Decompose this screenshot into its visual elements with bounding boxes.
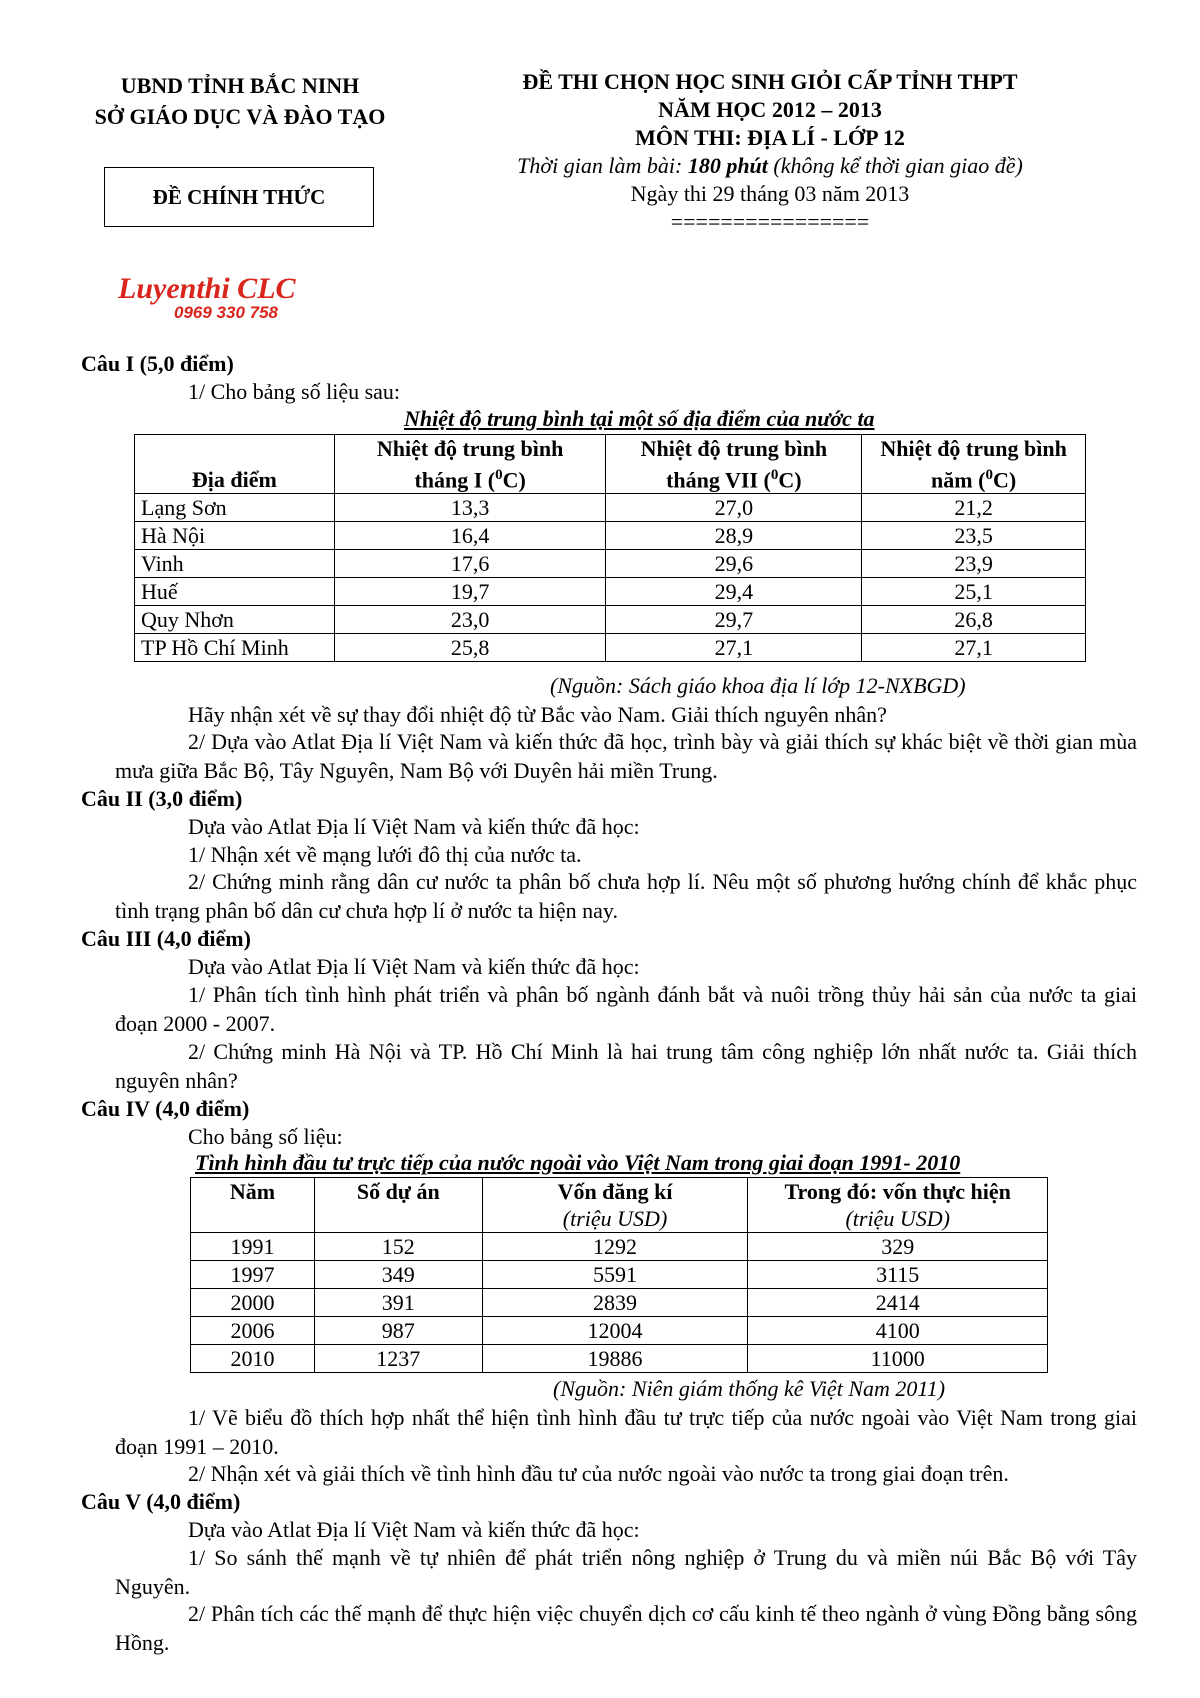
question-3-heading: Câu III (4,0 điểm)	[81, 926, 251, 951]
question-4-task-b: 2/ Nhận xét và giải thích về tình hình đầu tư của nước ngoài vào nước ta trong giai đoạn trên.	[188, 1461, 1009, 1486]
table-row: Huế 19,7 29,4 25,1	[135, 578, 1086, 606]
brand-logo-graphic	[118, 268, 358, 323]
exam-header	[470, 68, 1070, 236]
official-label: ĐỀ CHÍNH THỨC	[152, 184, 326, 209]
org-line-1: UBND TỈNH BẮC NINH	[120, 73, 360, 98]
table-row: 1991 152 1292 329	[191, 1233, 1048, 1261]
col-place: Địa điểm	[135, 435, 335, 494]
question-2-intro: Dựa vào Atlat Địa lí Việt Nam và kiến thức đã học:	[188, 814, 640, 839]
question-3-intro: Dựa vào Atlat Địa lí Việt Nam và kiến thức đã học:	[188, 954, 640, 979]
table-row: TP Hồ Chí Minh 25,8 27,1 27,1	[135, 634, 1086, 662]
exam-subject: MÔN THI: ĐỊA LÍ - LỚP 12	[635, 125, 905, 150]
brand-logo-text: Luyenthi CLC	[118, 272, 296, 305]
question-4-heading: Câu IV (4,0 điểm)	[81, 1096, 250, 1121]
col-implemented: Trong đó: vốn thực hiện (triệu USD)	[748, 1178, 1048, 1233]
exam-date: Ngày thi 29 tháng 03 năm 2013	[630, 181, 910, 206]
table-row: Quy Nhơn 23,0 29,7 26,8	[135, 606, 1086, 634]
temperature-table-header	[135, 435, 1086, 494]
question-3-task-b: 2/ Chứng minh Hà Nội và TP. Hồ Chí Minh là hai trung tâm công nghiệp lớn nhất nước ta. Giải thích nguyên nhân?	[115, 1039, 1137, 1093]
table-row: 2006 987 12004 4100	[191, 1317, 1048, 1345]
question-3-task-a: 1/ Phân tích tình hình phát triển và phân bố ngành đánh bắt và nuôi trồng thủy hải sản của nước ta giai đoạn 2000 - 2007.	[115, 982, 1137, 1036]
question-5-intro: Dựa vào Atlat Địa lí Việt Nam và kiến thức đã học:	[188, 1517, 640, 1542]
col-registered: Vốn đăng kí (triệu USD)	[482, 1178, 748, 1233]
question-2-heading: Câu II (3,0 điểm)	[81, 786, 243, 811]
col-projects: Số dự án	[314, 1178, 482, 1233]
temperature-table-title: Nhiệt độ trung bình tại một số địa điểm của nước ta	[404, 406, 875, 431]
official-exam-box	[104, 167, 374, 227]
col-jan: Nhiệt độ trung bình tháng I ($^0$C)	[334, 435, 606, 494]
temperature-table	[134, 434, 1086, 662]
question-5-task-b: 2/ Phân tích các thế mạnh để thực hiện việc chuyển dịch cơ cấu kinh tế theo ngành ở vùng Đồng bằng sông Hồng.	[115, 1601, 1137, 1655]
question-1-task-b: 2/ Dựa vào Atlat Địa lí Việt Nam và kiến thức đã học, trình bày và giải thích sự khác biệt về thời gian mùa mưa giữa Bắc Bộ, Tây Nguyên, Nam Bộ với Duyên hải miền Trung.	[115, 729, 1137, 783]
investment-table-title: Tình hình đầu tư trực tiếp của nước ngoài vào Việt Nam trong giai đoạn 1991- 2010	[195, 1150, 961, 1175]
table-row: Hà Nội 16,4 28,9 23,5	[135, 522, 1086, 550]
question-1-heading: Câu I (5,0 điểm)	[81, 351, 234, 376]
question-5-task-a: 1/ So sánh thế mạnh về tự nhiên để phát triển nông nghiệp ở Trung du và miền núi Bắc Bộ với Tây Nguyên.	[115, 1545, 1137, 1599]
question-4-intro: Cho bảng số liệu:	[188, 1124, 343, 1149]
question-2-task-a: 1/ Nhận xét về mạng lưới đô thị của nước ta.	[188, 842, 582, 867]
table-row: 2000 391 2839 2414	[191, 1289, 1048, 1317]
col-year: Năm	[191, 1178, 315, 1233]
table-row: 2010 1237 19886 11000	[191, 1345, 1048, 1373]
org-line-2: SỞ GIÁO DỤC VÀ ĐÀO TẠO	[94, 104, 386, 129]
exam-duration: Thời gian làm bài: 180 phút (không kể thời gian giao đề)	[517, 153, 1023, 178]
col-year: Nhiệt độ trung bình năm ($^0$C)	[862, 435, 1086, 494]
exam-title: ĐỀ THI CHỌN HỌC SINH GIỎI CẤP TỈNH THPT	[522, 69, 1018, 94]
question-1-task-a: Hãy nhận xét về sự thay đổi nhiệt độ từ Bắc vào Nam. Giải thích nguyên nhân?	[188, 702, 887, 727]
investment-table-header	[191, 1178, 1048, 1233]
table-row: Vinh 17,6 29,6 23,9	[135, 550, 1086, 578]
table-row: 1997 349 5591 3115	[191, 1261, 1048, 1289]
investment-table	[190, 1177, 1048, 1373]
question-4-task-a: 1/ Vẽ biểu đồ thích hợp nhất thể hiện tình hình đầu tư trực tiếp của nước ngoài vào Việt Nam trong giai đoạn 1991 – 2010.	[115, 1405, 1137, 1459]
temperature-table-source: (Nguồn: Sách giáo khoa địa lí lớp 12-NXBGD)	[550, 673, 966, 698]
table-row: Lạng Sơn 13,3 27,0 21,2	[135, 494, 1086, 522]
issuing-authority	[75, 70, 405, 132]
investment-table-source: (Nguồn: Niên giám thống kê Việt Nam 2011)	[553, 1376, 946, 1401]
question-1-intro: 1/ Cho bảng số liệu sau:	[188, 379, 401, 404]
question-2-task-b: 2/ Chứng minh rằng dân cư nước ta phân bố chưa hợp lí. Nêu một số phương hướng chính để khắc phục tình trạng phân bố dân cư chưa hợp lí ở nước ta hiện nay.	[115, 869, 1137, 923]
school-year: NĂM HỌC 2012 – 2013	[658, 97, 882, 122]
question-5-heading: Câu V (4,0 điểm)	[81, 1489, 241, 1514]
brand-logo-phone: 0969 330 758	[174, 303, 278, 322]
brand-logo	[118, 268, 358, 323]
header-separator: ================	[670, 209, 870, 234]
col-jul: Nhiệt độ trung bình tháng VII ($^0$C)	[606, 435, 862, 494]
